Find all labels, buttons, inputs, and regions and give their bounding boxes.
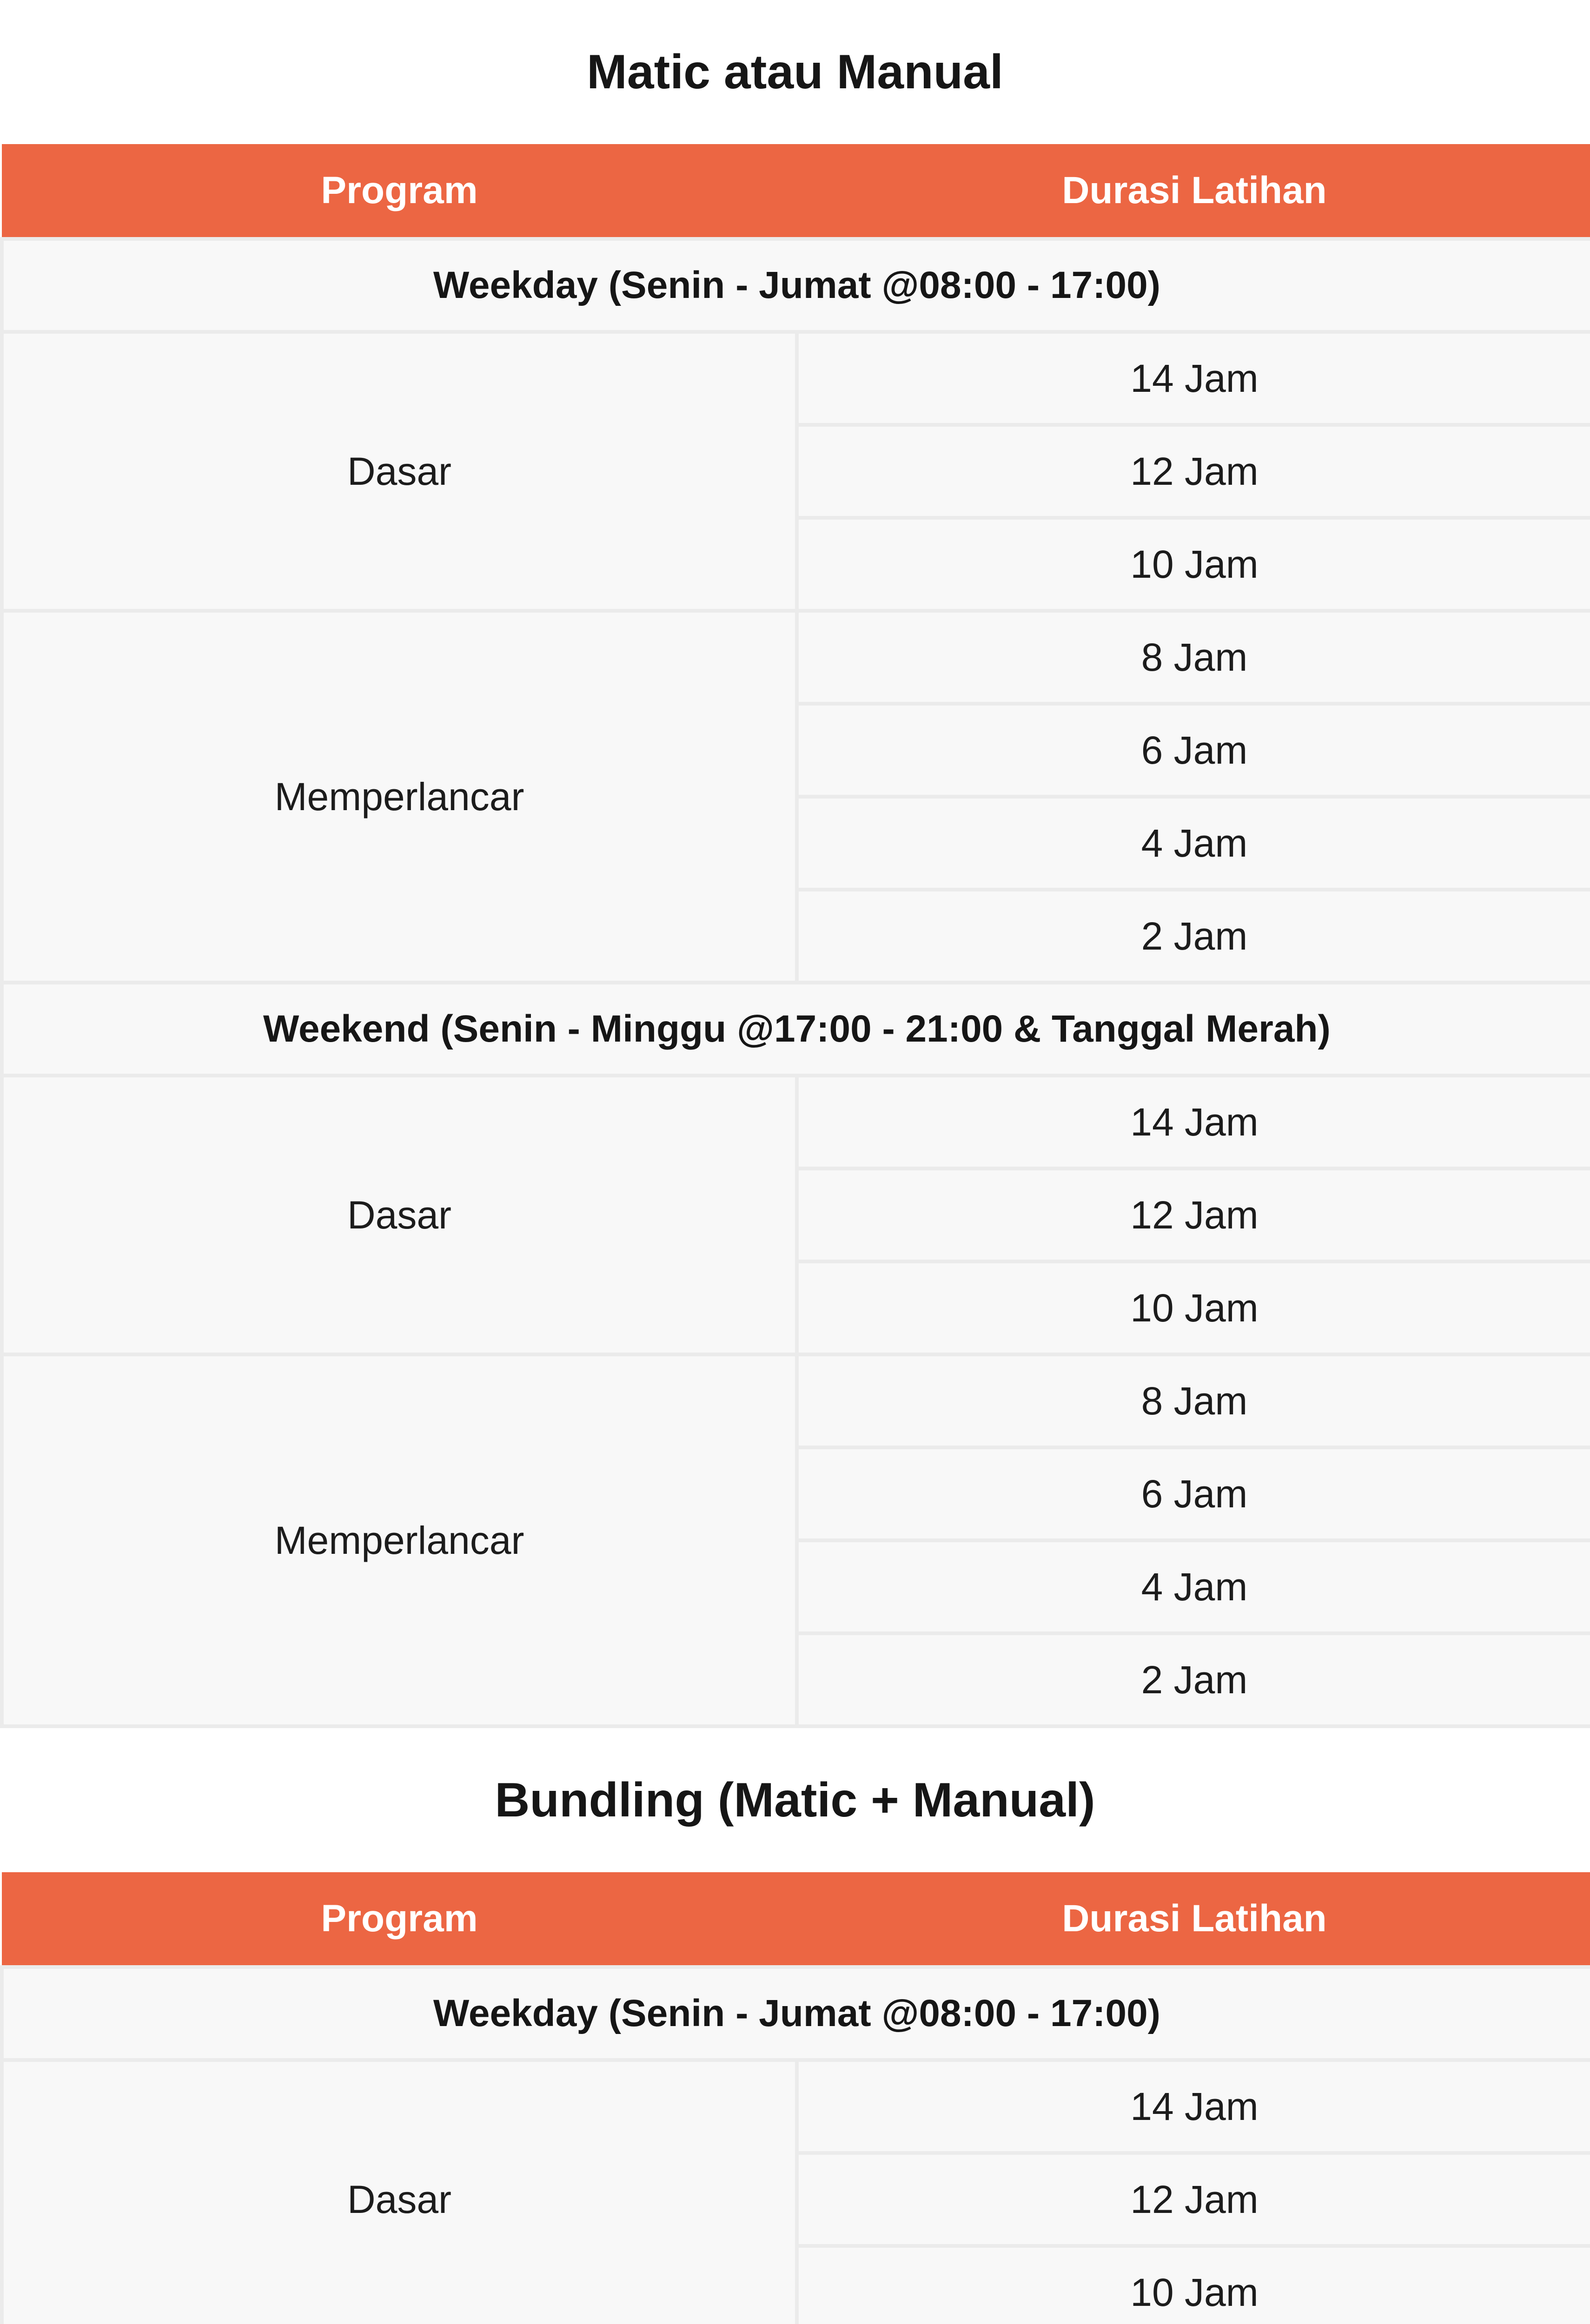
section-title: Matic atau Manual (587, 45, 1003, 99)
column-header-duration: Durasi Latihan (797, 1872, 1590, 1967)
duration-cell: 6 Jam (797, 1447, 1590, 1540)
program-name-cell: Dasar (2, 332, 797, 611)
duration-cell: 2 Jam (797, 890, 1590, 983)
table-body (2, 1967, 1590, 2324)
duration-cell: 2 Jam (797, 1633, 1590, 1726)
duration-cell: 14 Jam (797, 332, 1590, 425)
group-row (2, 983, 1590, 1076)
table-row (2, 332, 1590, 425)
header-row (2, 144, 1590, 239)
schedule-table (0, 1872, 1590, 2324)
section-title: Bundling (Matic + Manual) (495, 1773, 1095, 1827)
column-header-duration: Durasi Latihan (797, 144, 1590, 239)
duration-cell: 14 Jam (797, 2060, 1590, 2153)
program-name-cell: Dasar (2, 2060, 797, 2324)
group-row (2, 1967, 1590, 2060)
duration-cell: 10 Jam (797, 518, 1590, 611)
program-name-cell: Dasar (2, 1076, 797, 1354)
header-row (2, 1872, 1590, 1967)
table-row (2, 1076, 1590, 1169)
duration-cell: 8 Jam (797, 1354, 1590, 1447)
duration-cell: 8 Jam (797, 611, 1590, 704)
program-name-cell: Memperlancar (2, 1354, 797, 1726)
duration-cell: 12 Jam (797, 425, 1590, 518)
column-header-program: Program (2, 1872, 797, 1967)
table-body (2, 239, 1590, 1726)
duration-cell: 10 Jam (797, 1261, 1590, 1354)
duration-cell: 10 Jam (797, 2246, 1590, 2324)
schedule-section (0, 1728, 1590, 2324)
schedule-group-label: Weekday (Senin - Jumat @08:00 - 17:00) (2, 239, 1590, 332)
duration-cell: 4 Jam (797, 1540, 1590, 1633)
table-row (2, 611, 1590, 704)
table-row (2, 1354, 1590, 1447)
duration-cell: 4 Jam (797, 797, 1590, 890)
duration-cell: 12 Jam (797, 1169, 1590, 1261)
duration-cell: 14 Jam (797, 1076, 1590, 1169)
schedule-group-label: Weekday (Senin - Jumat @08:00 - 17:00) (2, 1967, 1590, 2060)
table-header (2, 144, 1590, 239)
column-header-program: Program (2, 144, 797, 239)
schedule-table (0, 144, 1590, 1728)
schedule-group-label: Weekend (Senin - Minggu @17:00 - 21:00 & Tanggal Merah) (2, 983, 1590, 1076)
group-row (2, 239, 1590, 332)
table-header (2, 1872, 1590, 1967)
duration-cell: 6 Jam (797, 704, 1590, 797)
program-name-cell: Memperlancar (2, 611, 797, 983)
duration-cell: 12 Jam (797, 2153, 1590, 2246)
table-row (2, 2060, 1590, 2153)
